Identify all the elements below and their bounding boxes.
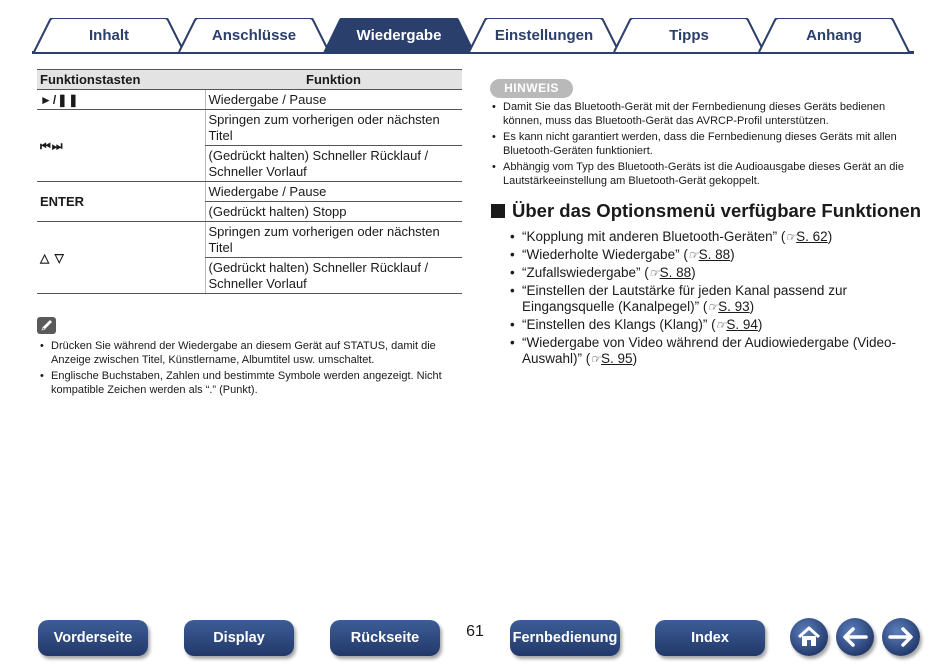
arrow-left-icon xyxy=(842,627,868,647)
function-cell: (Gedrückt halten) Schneller Rücklauf / Schneller Vorlauf xyxy=(205,146,462,182)
option-menu-list xyxy=(508,229,898,369)
page-link[interactable]: S. 88 xyxy=(698,247,731,262)
list-item-text: “Zufallswiedergabe” ( xyxy=(522,265,649,280)
hinweis-item: • Abhängig vom Typ des Bluetooth-Geräts ist die Audioausgabe dieses Gerät an die Lautstärkeeinstellung am Bluetooth-Gerät gekoppelt. xyxy=(490,160,910,188)
play-pause-icon: ►/❚❚ xyxy=(40,93,80,107)
page-link[interactable]: S. 94 xyxy=(726,317,758,332)
tab-anhang[interactable] xyxy=(758,18,910,53)
tab-anschluesse[interactable] xyxy=(178,18,330,53)
page-link[interactable]: S. 88 xyxy=(659,265,692,280)
list-item-text: “Kopplung mit anderen Bluetooth-Geräten” ( xyxy=(522,229,786,244)
tab-label: Tipps xyxy=(669,27,709,44)
list-item xyxy=(508,265,898,281)
pointing-hand-icon: ☞ xyxy=(687,248,699,262)
pointing-hand-icon: ☞ xyxy=(785,230,797,244)
rear-panel-button[interactable]: Rückseite xyxy=(330,620,440,656)
list-item-tail: ) xyxy=(757,317,763,332)
pointing-hand-icon: ☞ xyxy=(590,352,602,366)
table-header-row xyxy=(37,70,462,90)
up-down-key-cell xyxy=(37,222,205,294)
page-link[interactable]: S. 93 xyxy=(718,299,750,314)
top-tab-bar xyxy=(0,0,950,56)
function-cell: (Gedrückt halten) Schneller Rücklauf / Schneller Vorlauf xyxy=(205,258,462,294)
arrow-right-icon xyxy=(888,627,914,647)
note-item: • Englische Buchstaben, Zahlen und bestimmte Symbole werden angezeigt. Nicht kompatible Zeichen werden als “.” (Punkt). xyxy=(39,369,459,397)
hinweis-badge: HINWEIS xyxy=(490,79,573,98)
function-cell: Springen zum vorherigen oder nächsten Titel xyxy=(205,222,462,258)
tab-label: Anhang xyxy=(806,27,862,44)
function-keys-table xyxy=(37,69,462,294)
tab-label: Inhalt xyxy=(89,27,129,44)
tab-einstellungen[interactable] xyxy=(468,18,620,53)
list-item-tail: ) xyxy=(827,229,833,244)
up-down-triangle-icon: △ ▽ xyxy=(40,251,65,265)
list-item-text: “Wiederholte Wiedergabe” ( xyxy=(522,247,688,262)
note-item: • Drücken Sie während der Wiedergabe an diesem Gerät auf STATUS, damit die Anzeige zwischen Titel, Künstlername, Albumtitel usw. umschaltet. xyxy=(39,339,459,367)
tab-label: Anschlüsse xyxy=(211,27,297,44)
page-link[interactable]: S. 95 xyxy=(601,351,633,366)
list-item xyxy=(508,317,898,333)
forward-button[interactable] xyxy=(882,618,920,656)
tab-tipps[interactable] xyxy=(613,18,765,53)
function-cell: Springen zum vorherigen oder nächsten Titel xyxy=(205,110,462,146)
front-panel-button[interactable]: Vorderseite xyxy=(38,620,148,656)
list-item xyxy=(508,283,898,315)
list-item-text: “Einstellen der Lautstärke für jeden Kanal passend zur Eingangsquelle (Kanalpegel)” ( xyxy=(522,283,847,314)
hinweis-item: • Damit Sie das Bluetooth-Gerät mit der Fernbedienung dieses Geräts bedienen können, muss das Bluetooth-Gerät das AVRCP-Profil unterstützen. xyxy=(490,100,910,128)
tab-inhalt[interactable] xyxy=(33,18,185,53)
index-button[interactable]: Index xyxy=(655,620,765,656)
play-pause-key-cell xyxy=(37,90,205,110)
function-cell: Wiedergabe / Pause xyxy=(205,182,462,202)
page-number: 61 xyxy=(466,623,484,640)
tab-label: Einstellungen xyxy=(494,27,594,44)
note-list xyxy=(39,339,459,399)
table-row xyxy=(37,222,462,258)
tab-wiedergabe[interactable] xyxy=(323,18,475,53)
list-item-text: “Einstellen des Klangs (Klang)” ( xyxy=(522,317,716,332)
skip-back-forward-icon: ⏮⏭ xyxy=(40,139,64,153)
table-row xyxy=(37,110,462,146)
pencil-note-icon xyxy=(37,317,56,334)
list-item-tail: ) xyxy=(632,351,638,366)
list-item xyxy=(508,335,898,367)
list-item-text: “Wiedergabe von Video während der Audiowiedergabe (Video-Auswahl)” ( xyxy=(522,335,896,366)
back-button[interactable] xyxy=(836,618,874,656)
pencil-icon xyxy=(37,317,56,334)
page-link[interactable]: S. 62 xyxy=(796,229,828,244)
home-icon xyxy=(796,625,822,649)
list-item xyxy=(508,229,898,245)
section-title-text: Über das Optionsmenü verfügbare Funktionen xyxy=(512,200,922,221)
list-item-tail: ) xyxy=(691,265,696,280)
pointing-hand-icon: ☞ xyxy=(715,318,727,332)
section-heading xyxy=(490,200,930,222)
function-cell: Wiedergabe / Pause xyxy=(205,90,462,110)
list-item-tail: ) xyxy=(749,299,755,314)
table-row xyxy=(37,182,462,202)
hinweis-list xyxy=(490,100,910,190)
pointing-hand-icon: ☞ xyxy=(648,266,660,280)
pointing-hand-icon: ☞ xyxy=(707,300,719,314)
home-button[interactable] xyxy=(790,618,828,656)
display-button[interactable]: Display xyxy=(184,620,294,656)
skip-key-cell xyxy=(37,110,205,182)
function-cell: (Gedrückt halten) Stopp xyxy=(205,202,462,222)
remote-control-button[interactable]: Fernbedienung xyxy=(510,620,620,656)
list-item xyxy=(508,247,898,263)
list-item-tail: ) xyxy=(730,247,735,262)
section-square-icon xyxy=(491,204,505,218)
column-header-function: Funktion xyxy=(205,70,462,90)
column-header-keys: Funktionstasten xyxy=(37,70,205,90)
table-row xyxy=(37,90,462,110)
tab-label: Wiedergabe xyxy=(356,27,442,44)
enter-key-cell: ENTER xyxy=(37,182,205,222)
hinweis-item: • Es kann nicht garantiert werden, dass die Fernbedienung dieses Geräts mit allen Bluetooth-Geräten funktioniert. xyxy=(490,130,910,158)
